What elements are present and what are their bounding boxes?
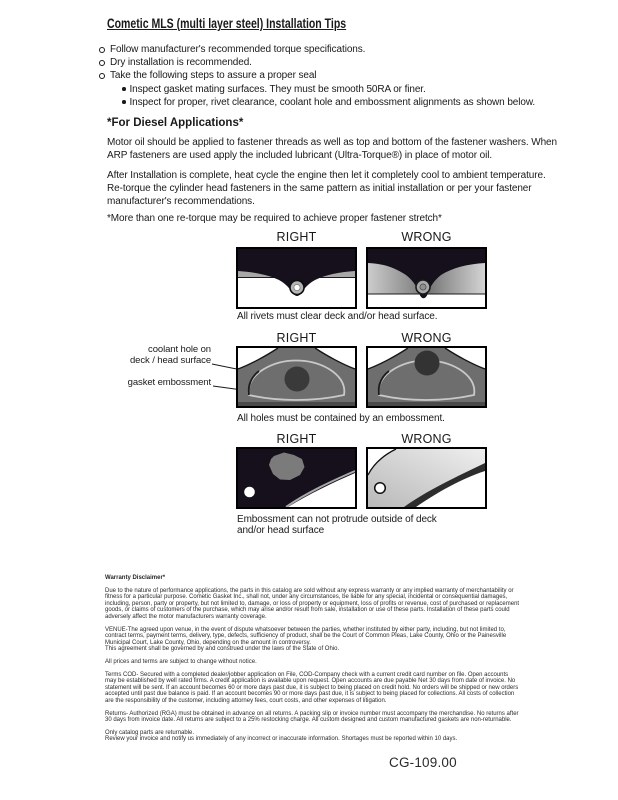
figure-embossment-protrusion-wrong bbox=[366, 447, 487, 509]
diesel-applications-heading: *For Diesel Applications* bbox=[107, 117, 244, 129]
bullet-circle-icon bbox=[99, 60, 105, 66]
wrong-label-row1: WRONG bbox=[401, 230, 452, 244]
row3-caption-line1: Embossment can not protrude outside of deck bbox=[237, 514, 437, 525]
figure-rivet-clearance-wrong bbox=[366, 247, 487, 309]
tip-text: Take the following steps to assure a proper seal bbox=[110, 70, 317, 82]
tip-text: Inspect for proper, rivet clearance, coolant hole and embossment alignments as shown below. bbox=[129, 96, 536, 108]
row2-caption: All holes must be contained by an embossment. bbox=[237, 413, 445, 424]
wrong-label-row2: WRONG bbox=[401, 331, 452, 345]
tip-text: Inspect gasket mating surfaces. They must be smooth 50RA or finer. bbox=[129, 83, 426, 95]
right-label-row3: RIGHT bbox=[276, 432, 317, 446]
figure-embossment-containment-wrong bbox=[366, 346, 487, 408]
wrong-label-row3: WRONG bbox=[401, 432, 452, 446]
page-number: CG-109.00 bbox=[389, 755, 457, 770]
tip-text: Dry installation is recommended. bbox=[110, 57, 252, 69]
figure-embossment-protrusion-right bbox=[236, 447, 357, 509]
page-title-text: Cometic MLS (multi layer steel) Installation Tips bbox=[107, 16, 347, 31]
retorque-note: *More than one re-torque may be required to achieve proper fastener stretch* bbox=[107, 213, 442, 224]
terms-cod-paragraph: Terms COD- Secured with a completed dealer/jobber application on File, COD-Company check with a current credit card number on file. Open accounts may be established by well rated firms. A credit application is available upon request. Open accounts are due payable Net 30 days from date of invoice. No statement will be sent. If an account becomes 60 or more days past due, it is subject to being placed on credit hold. No orders will be shipped or new orders accepted until past due balance is paid. If an account becomes 90 or more days past due, it is subject to being placed for collections. All costs of collection are the responsibility of the customer, including attorney fees, court costs, and other expenses of litigation. bbox=[105, 671, 519, 704]
bullet-dot-icon bbox=[122, 87, 126, 91]
row1-caption: All rivets must clear deck and/or head surface. bbox=[237, 311, 438, 322]
list-item bbox=[122, 83, 569, 96]
bullet-circle-icon bbox=[99, 47, 105, 53]
figure-embossment-containment-right bbox=[236, 346, 357, 408]
annotation-text: coolant hole on bbox=[148, 344, 211, 355]
venue-paragraph: VENUE-The agreed upon venue, in the event of dispute whatsoever between the parties, whether instituted by either party, including, but not limited to, contract terms, payment terms, delivery, type, defects, sufficiency of product, shall be the Court of Common Pleas, Lake County, Ohio or the Painesville Municipal Court, Lake County, Ohio, depending on the amount in controversy. bbox=[105, 626, 507, 646]
review-invoice-note: Review your invoice and notify us immediately of any incorrect or inaccurate information. Shortages must be reported within 10 days. bbox=[105, 736, 458, 743]
right-label-row2: RIGHT bbox=[276, 331, 317, 345]
warranty-disclaimer-block bbox=[105, 575, 521, 749]
warranty-paragraph: Due to the nature of performance applications, the parts in this catalog are sold without any express warranty or any implied warranty of merchantability or fitness for a particular purpose. Cometic Gasket Inc., shall not, under any circumstances, be liable for any special, incidental or consequential damages, including, person, party or property, but not limited to, damage, or loss of property or equipment, loss of profits or revenue, cost of purchased or replacement goods, or claims of customers of the purchase, which may arise and/or result from sale, installation or use of these parts. Installation of these parts could adversely affect the motor manufacturers warranty coverage. bbox=[105, 587, 520, 620]
right-label-row1: RIGHT bbox=[276, 230, 317, 244]
list-item bbox=[99, 56, 569, 69]
diesel-paragraph-2: After Installation is complete, heat cycle the engine then let it completely cool to ambient temperature. Re-torque the cylinder head fasteners in the same pattern as initial installation or per your fastener manufacturer's recommendations. bbox=[107, 170, 546, 208]
figure-rivet-clearance-right bbox=[236, 247, 357, 309]
list-item bbox=[122, 96, 569, 109]
annotation-text: deck / head surface bbox=[129, 354, 211, 366]
diesel-paragraph-1: Motor oil should be applied to fastener threads as well as top and bottom of the fastener washers. When ARP fasteners are used apply the included lubricant (Ultra-Torque®) in place of motor oil. bbox=[107, 137, 557, 162]
returnable-note: Only catalog parts are returnable. bbox=[105, 729, 195, 736]
warranty-disclaimer-heading: Warranty Disclaimer* bbox=[105, 575, 166, 581]
tip-text: Follow manufacturer's recommended torque specifications. bbox=[110, 44, 366, 55]
page-title bbox=[107, 16, 414, 31]
prices-note: All prices and terms are subject to change without notice. bbox=[105, 658, 257, 665]
governing-law-line: This agreement shall be governed by and construed under the laws of the State of Ohio. bbox=[105, 646, 340, 653]
installation-tips-list bbox=[99, 43, 569, 109]
returns-paragraph: Returns- Authorized (RGA) must be obtained in advance on all returns. A packing slip or invoice number must accompany the merchandise. No returns after 30 days from invoice date. All returns are subject to a 25% restocking charge. All custom designed and custom manufactured gaskets are non-returnable. bbox=[105, 710, 519, 724]
list-item bbox=[99, 69, 569, 82]
bullet-circle-icon bbox=[99, 73, 105, 79]
gasket-embossment-annotation: gasket embossment bbox=[127, 377, 211, 388]
coolant-hole-annotation bbox=[118, 345, 211, 366]
list-item bbox=[99, 43, 569, 56]
row3-caption-line2: and/or head surface bbox=[237, 525, 325, 536]
bullet-dot-icon bbox=[122, 100, 126, 104]
